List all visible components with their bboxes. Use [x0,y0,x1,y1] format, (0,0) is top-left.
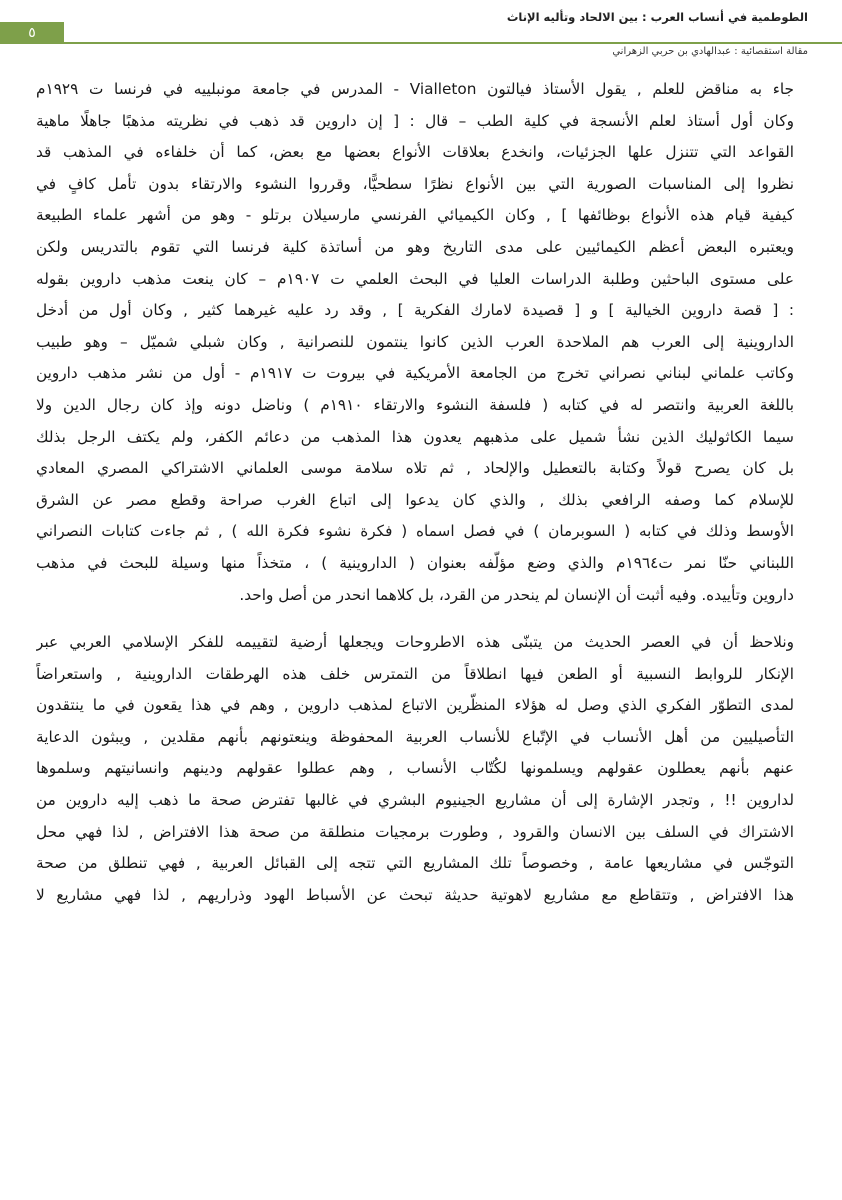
text-line: : [ قصة داروين الخيالية ] و [ قصيدة لامارك الفكرية ] , وقد رد عليه غيرهما كثير , وكان أول من أدخل [36,301,794,320]
text-line: الأوسط وذلك في كتابه ( السوبرمان ) في فصل اسماه ( فكرة نشوء فكرة الله ) , ثم جاءت كتابات النصراني [36,522,794,541]
paragraph-2 [36,627,794,911]
text-line: الداروينية إلى العرب هم الملاحدة العرب الذين كانوا ينتمون للنصرانية , وكان شبلي شميّل – وهو طبيب [36,332,794,351]
text-line: سيما الكاثوليك الذين نشأ شميل على مذهبهم يعدون هذا المذهب من دعائم الكفر، ولم يكتف الرجل بذلك [36,427,794,446]
text-line: جاء به مناقض للعلم , يقول الأستاذ فيالتون Vialleton - المدرس في جامعة مونبلييه في فرنسا ت ١٩٢٩م [36,80,794,98]
text-line: للإسلام كما وصفه الرافعي بذلك , والذي كان يدعوا إلى اتباع الغرب صراحة وقطع مصر عن الشرق [36,490,794,509]
article-byline: مقالة استقصائية : عبدالهادي بن حربي الزهراني [612,46,808,57]
text-line: اللبناني حنّا نمر ت١٩٦٤م والذي وضع مؤلّفه بعنوان ( الداروينية ) ، متخذاً منها وسيلة للبحث في مذهب [36,553,794,572]
text-line: لمدى التطوّر الفكري الذي وصل له هؤلاء المنظّرين الاتباع لمذهب داروين , وهم في هذا يقعون في ما ينتقدون [36,696,794,715]
text-line: وكاتب علماني لبناني نصراني تخرج من الجامعة الأمريكية في بيروت ت ١٩١٧م - أول من نشر مذهب داروين [36,364,794,383]
text-line: ويعتبره البعض أعظم الكيمائيين على مدى التاريخ وهو من أساتذة كلية فرنسا التي تقوم بالتدريس ولكن [36,237,794,256]
text-line: هذا الافتراض , وتتقاطع مع مشاريع لاهوتية حديثة تبحث عن الأسباط الهود وذراريهم , لذا فهي مشاريع لا [36,885,794,904]
article-body [36,74,794,911]
text-line: التأصيليين من أهل الأنساب في الإتّباع للأنساب العربية المحفوظة وينعتونهم بأنهم مقلدين , ويبثون الدعاية [36,727,794,746]
paragraph-spacer [36,611,794,627]
text-line: التوجّس في مشاريعها عامة , وخصوصاً تلك المشاريع التي تتجه إلى القبائل العربية , فهي تنطلق من صحة [36,854,794,873]
text-line: باللغة العربية وانتصر له في كتابه ( فلسفة النشوء والارتقاء ١٩١٠م ) وناضل دونه وإذ كان رجال الدين ولا [36,395,794,414]
text-line: كيفية قيام هذه الأنواع بوظائفها ] , وكان الكيميائي الفرنسي مارسيلان برتلو - وهو من أشهر علماء الطبيعة [36,206,794,225]
text-line: على مستوى الباحثين وطلبة الدراسات العليا في البحث العلمي ت ١٩٠٧م – كان ينعت مذهب داروين بقوله [36,269,794,288]
text-line: عنهم بأنهم يعطلون عقولهم ويسلمونها لكُتّاب الأنساب , وهم عطلوا عقولهم ودينهم وانسانيتهم وسلموها [36,759,794,778]
header-divider [0,42,842,44]
running-title: الطوطمية في أنساب العرب : بين الالحاد وتأليه الإناث [506,10,808,24]
text-line: نظروا إلى المناسبات الصورية التي بين الأنواع نظرًا سطحيًّا، وقرروا النشوء والارتقاء بدون تأمل كافٍ في [36,174,794,193]
text-line: لداروين !! , وتجدر الإشارة إلى أن مشاريع الجينيوم البشري في غالبها تفترض صحة ما ذهب إليه داروين من [36,791,794,810]
page-header [0,0,842,60]
text-line: ونلاحظ أن في العصر الحديث من يتبنّى هذه الاطروحات ويجعلها أرضية لتقييمه للفكر الإسلامي العربي عبر [36,633,794,652]
text-line: بل كان يصرح قولاً وكتابة بالتعطيل والإلحاد , ثم تلاه سلامة موسى العلماني الاشتراكي المصري المعادي [36,459,794,478]
text-line: وكان أول أستاذ لعلم الأنسجة في كلية الطب – قال : [ إن داروين قد ذهب في نظريته مذهبًا جاهلًا ماهية [36,111,794,130]
paragraph-1 [36,74,794,611]
text-line: القواعد التي تتنزل علها الجزئيات، وانخدع بعلاقات الأنواع بعضها مع بعض، كما أن خلفاءه في المذهب قد [36,143,794,162]
text-line: داروين وتأييده. وفيه أثبت أن الإنسان لم ينحدر من القرد، بل كلاهما انحدر من أصل واحد. [239,585,794,604]
page-number: ٥ [0,22,64,44]
text-line: الاشتراك في السلف بين الانسان والقرود , وطورت برمجيات منطلقة من صحة هذا الافتراض , لذا فهي محل [36,822,794,841]
text-line: الإنكار للروابط النسبية أو الطعن فيها انطلاقاً من التمترس خلف هذه الهرطقات الداروينية , واستعراضاً [36,664,794,683]
